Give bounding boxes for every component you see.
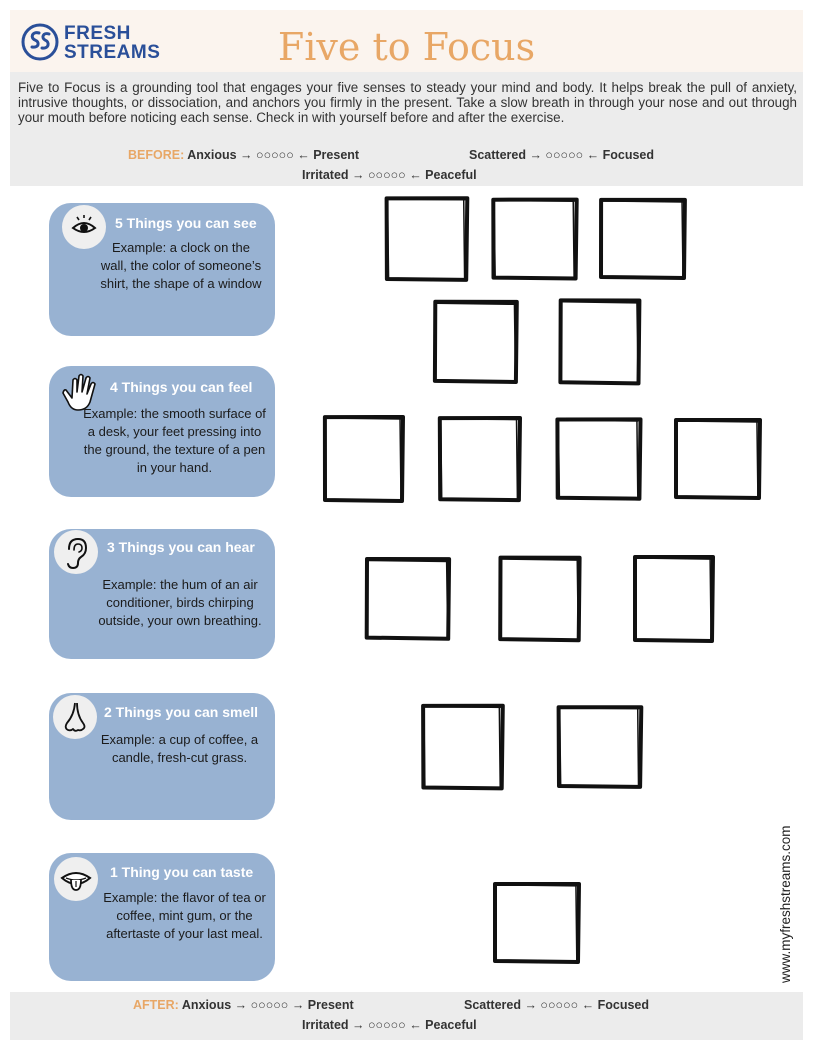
after-scattered-scale: Scattered → ○○○○○ ← Focused xyxy=(464,998,650,1012)
after-irritated-scale: Irritated → ○○○○○ ← Peaceful xyxy=(302,1018,477,1032)
answer-box-feel-4[interactable] xyxy=(676,417,760,501)
sketch-square-outline xyxy=(385,197,469,281)
sense-heading-see: 5 Things you can see xyxy=(115,215,257,231)
answer-box-see-5[interactable] xyxy=(558,300,642,384)
ear-icon xyxy=(54,530,98,574)
answer-box-see-3[interactable] xyxy=(601,197,685,281)
answer-box-feel-3[interactable] xyxy=(557,417,641,501)
sense-heading-feel: 4 Things you can feel xyxy=(110,379,253,395)
answer-box-feel-2[interactable] xyxy=(438,417,522,501)
answer-box-hear-2[interactable] xyxy=(498,557,582,641)
answer-box-see-2[interactable] xyxy=(493,197,577,281)
sense-example-taste: Example: the flavor of tea or coffee, mint gum, or the aftertaste of your last meal. xyxy=(103,890,266,941)
after-label: AFTER: xyxy=(133,998,179,1012)
website-url-text: www.myfreshstreams.com xyxy=(778,825,793,983)
before-anxious-scale: Anxious → ○○○○○ ← Present xyxy=(187,148,360,162)
sense-heading-hear: 3 Things you can hear xyxy=(107,539,255,555)
sketch-square-outline xyxy=(601,197,685,281)
page-title: Five to Focus xyxy=(277,25,536,69)
sense-heading-taste: 1 Thing you can taste xyxy=(110,864,254,880)
sketch-square-outline xyxy=(557,417,641,501)
sketch-square-outline xyxy=(632,557,716,641)
sketch-square-outline xyxy=(495,881,579,965)
answer-box-taste-1[interactable] xyxy=(495,881,579,965)
sketch-square-outline xyxy=(322,417,406,501)
mouth-tongue-icon xyxy=(54,857,98,901)
sketch-square-outline xyxy=(498,557,582,641)
sketch-square-outline xyxy=(421,705,505,789)
answer-box-see-4[interactable] xyxy=(434,300,518,384)
brand-name-line2: STREAMS xyxy=(64,42,161,63)
sketch-square-outline xyxy=(434,300,518,384)
answer-box-see-1[interactable] xyxy=(385,197,469,281)
after-anxious-scale: Anxious → ○○○○○ → Present xyxy=(181,998,354,1012)
sketch-square-outline xyxy=(558,705,642,789)
brand-name-line1: FRESH xyxy=(64,23,131,44)
answer-box-hear-3[interactable] xyxy=(632,557,716,641)
sense-example-hear: Example: the hum of an air conditioner, birds chirping outside, your own breathing. xyxy=(98,577,262,628)
sense-example-see: Example: a clock on the wall, the color of someone’s shirt, the shape of a window xyxy=(100,240,262,291)
sense-example-smell: Example: a cup of coffee, a candle, fresh-cut grass. xyxy=(100,732,259,765)
before-scale-anxious xyxy=(128,147,359,163)
answer-box-feel-1[interactable] xyxy=(322,417,406,501)
sense-heading-smell: 2 Things you can smell xyxy=(104,704,259,720)
sketch-square-outline xyxy=(558,300,642,384)
sketch-square-outline xyxy=(493,197,577,281)
website-url xyxy=(770,815,800,985)
answer-box-hear-1[interactable] xyxy=(366,557,450,641)
before-scattered-scale: Scattered → ○○○○○ ← Focused xyxy=(469,148,655,162)
sketch-square-outline xyxy=(676,417,760,501)
sketch-square-outline xyxy=(438,417,522,501)
before-label: BEFORE: xyxy=(128,148,185,162)
before-irritated-scale: Irritated → ○○○○○ ← Peaceful xyxy=(302,168,477,182)
answer-box-smell-2[interactable] xyxy=(558,705,642,789)
answer-box-smell-1[interactable] xyxy=(421,705,505,789)
after-scale-anxious xyxy=(133,997,354,1013)
nose-icon xyxy=(53,695,97,739)
sense-example-feel: Example: the smooth surface of a desk, your feet pressing into the ground, the texture of a pen in your hand. xyxy=(83,406,266,475)
intro-text: Five to Focus is a grounding tool that engages your five senses to steady your mind and body. It helps break the pull of anxiety, intrusive thoughts, or dissociation, and anchors you firmly in the present. Take a slow breath in through your nose and out through your mouth before noticing each sense. Check in with yourself before and after the exercise. xyxy=(18,80,797,125)
sketch-square-outline xyxy=(366,557,450,641)
